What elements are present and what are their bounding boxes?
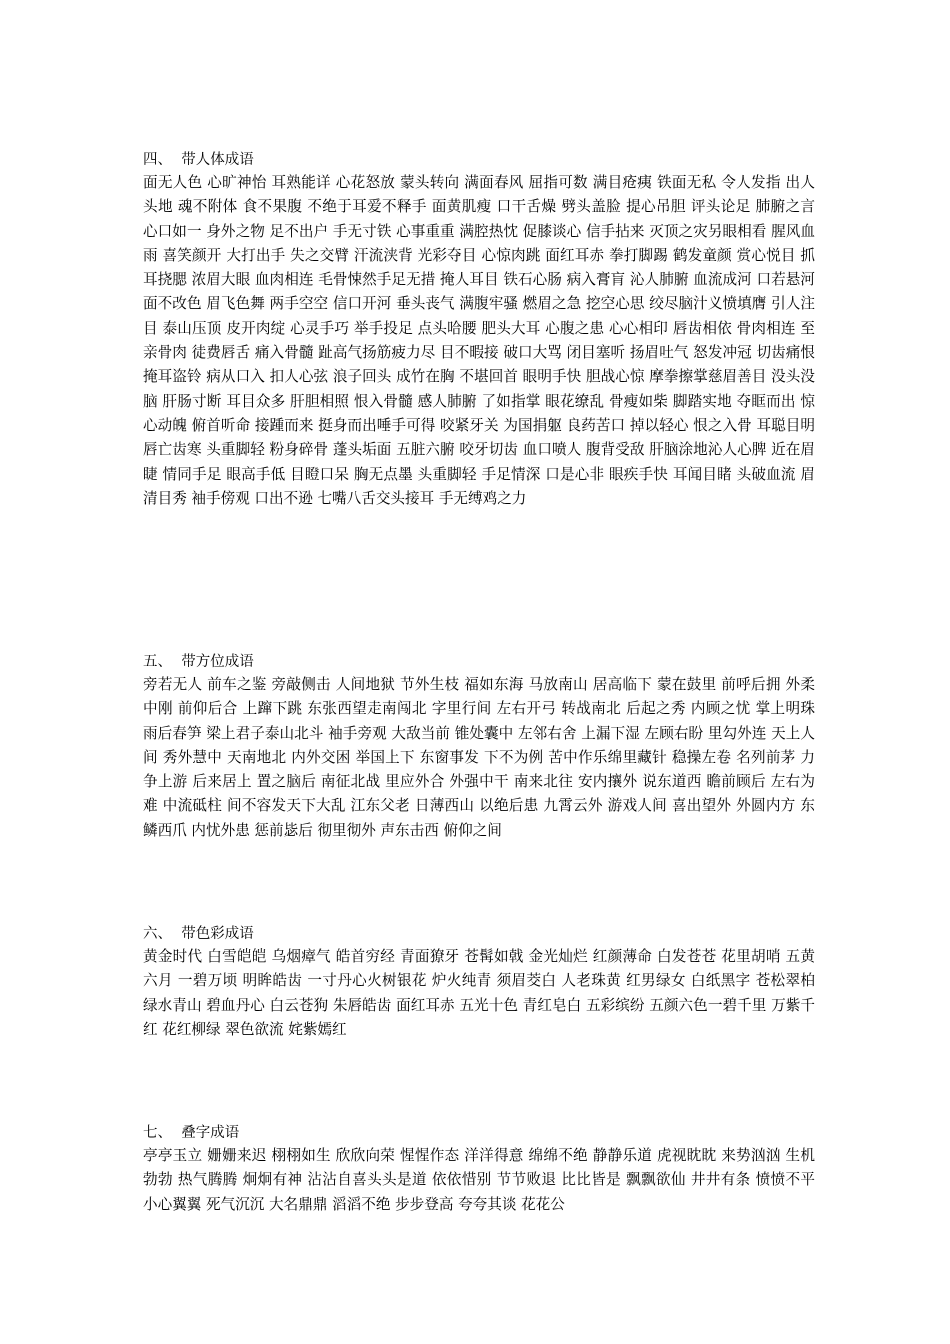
- section-reduplicated-idioms: [143, 1123, 815, 1217]
- section-direction-idioms: [143, 652, 815, 843]
- section-body: 面无人色 心旷神怡 耳熟能详 心花怒放 蒙头转向 满面春风 屈指可数 满目疮痍 铁面无私 令人发指 出人头地 魂不附体 食不果腹 不绝于耳爱不释手 面黄肌瘦 口干舌燥 劈头盖脸 提心吊胆 评头论足 肺腑之言 心口如一 身外之物 足不出户 手无寸铁 心事重重 满腔热忱 促膝谈心 信手拈来 灭顶之灾另眼相看 腥风血雨 喜笑颜开 大打出手 失之交臂 汗流浃背 光彩夺目 心惊肉跳 面红耳赤 拳打脚踢 鹤发童颜 赏心悦目 抓耳挠腮 浓眉大眼 血肉相连 毛骨悚然手足无措 掩人耳目 铁石心肠 病入膏肓 沁人肺腑 血流成河 口若悬河 面不改色 眉飞色舞 两手空空 信口开河 垂头丧气 满腹牢骚 燃眉之急 挖空心思 绞尽脑汁义愤填膺 引人注目 泰山压顶 皮开肉绽 心灵手巧 举手投足 点头哈腰 肥头大耳 心腹之患 心心相印 唇齿相依 骨肉相连 至亲骨肉 徒费唇舌 痛入骨髓 趾高气扬筋疲力尽 目不暇接 破口大骂 闭目塞听 扬眉吐气 怒发冲冠 切齿痛恨 掩耳盗铃 病从口入 扣人心弦 浪子回头 成竹在胸 不堪回首 眼明手快 胆战心惊 摩拳擦掌慈眉善目 没头没脑 肝肠寸断 耳目众多 肝胆相照 恨入骨髓 感人肺腑 了如指掌 眼花缭乱 骨瘦如柴 脚踏实地 夺眶而出 惊心动魄 俯首听命 接踵而来 挺身而出唾手可得 咬紧牙关 为国捐躯 良药苦口 掉以轻心 恨之入骨 耳聪目明 唇亡齿寒 头重脚轻 粉身碎骨 蓬头垢面 五脏六腑 咬牙切齿 血口喷人 腹背受敌 肝脑涂地沁人心脾 近在眉睫 情同手足 眼高手低 目瞪口呆 胸无点墨 头重脚轻 手足情深 口是心非 眼疾手快 耳闻目睹 头破血流 眉清目秀 袖手傍观 口出不逊 七嘴八舌交头接耳 手无缚鸡之力: [143, 174, 815, 507]
- section-body: 亭亭玉立 姗姗来迟 栩栩如生 欣欣向荣 惺惺作态 洋洋得意 绵绵不绝 静静乐道 虎视眈眈 来势汹汹 生机勃勃 热气腾腾 炯炯有神 沾沾自喜头头是道 依依惜别 节节败退 比比皆是 飘飘欲仙 井井有条 愤愤不平 小心翼翼 死气沉沉 大名鼎鼎 滔滔不绝 步步登高 夸夸其谈 花花公: [143, 1147, 815, 1213]
- section-heading: 五、 带方位成语: [143, 654, 254, 670]
- section-color-idioms: [143, 924, 815, 1042]
- section-heading: 七、 叠字成语: [143, 1125, 240, 1141]
- section-body-idioms: [143, 150, 815, 511]
- section-body: 黄金时代 白雪皑皑 乌烟瘴气 皓首穷经 青面獠牙 苍髯如戟 金光灿烂 红颜薄命 白发苍苍 花里胡哨 五黄六月 一碧万顷 明眸皓齿 一寸丹心火树银花 炉火纯青 须眉茭白 人老珠黄 红男绿女 白纸黑字 苍松翠柏 绿水青山 碧血丹心 白云苍狗 朱唇皓齿 面红耳赤 五光十色 青红皂白 五彩缤纷 五颜六色一碧千里 万紫千红 花红柳绿 翠色欲流 姹紫嫣红: [143, 948, 815, 1038]
- section-body: 旁若无人 前车之鉴 旁敲侧击 人间地狱 节外生枝 福如东海 马放南山 居高临下 蒙在鼓里 前呼后拥 外柔中刚 前仰后合 上蹿下跳 东张西望走南闯北 字里行间 左右开弓 转战南北 后起之秀 内顾之忧 掌上明珠 雨后春笋 梁上君子泰山北斗 袖手旁观 大敌当前 锥处囊中 左邻右舍 上漏下湿 左顾右盼 里勾外连 天上人间 秀外慧中 天南地北 内外交困 举国上下 东窗事发 下不为例 苦中作乐绵里藏针 稳操左卷 名列前茅 力争上游 后来居上 置之脑后 南征北战 里应外合 外强中干 南来北往 安内攘外 说东道西 瞻前顾后 左右为难 中流砥柱 间不容发天下大乱 江东父老 日薄西山 以绝后患 九霄云外 游戏人间 喜出望外 外圆内方 东鳞西爪 内忧外患 惩前毖后 彻里彻外 声东击西 俯仰之间: [143, 676, 815, 839]
- section-heading: 四、 带人体成语: [143, 152, 254, 168]
- section-heading: 六、 带色彩成语: [143, 926, 254, 942]
